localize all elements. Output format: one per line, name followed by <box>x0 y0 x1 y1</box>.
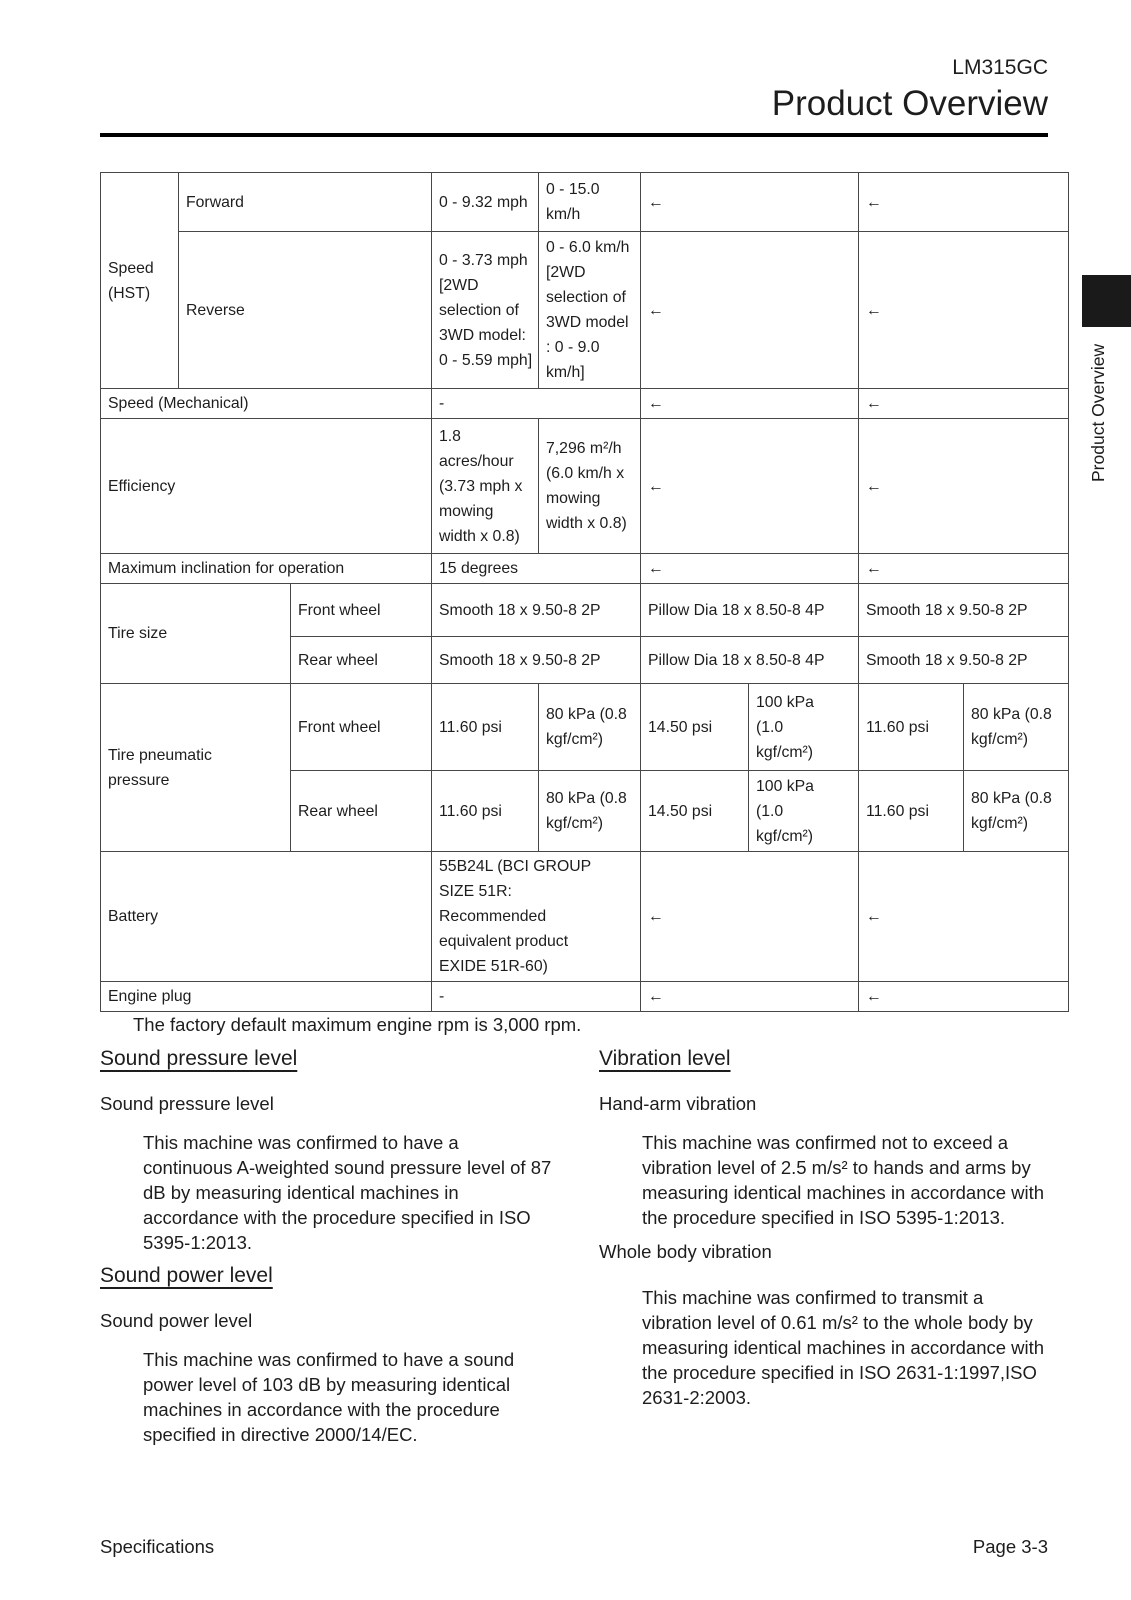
spec-value: - <box>432 389 641 419</box>
ditto-arrow: ← <box>859 389 1069 419</box>
ditto-arrow: ← <box>859 232 1069 389</box>
spec-value: 0 - 6.0 km/h [2WD selection of 3WD model : 0 - 9.0 km/h] <box>539 232 641 389</box>
spec-value: 11.60 psi <box>859 771 964 852</box>
row-label-max-inclination: Maximum inclination for operation <box>101 554 432 584</box>
table-row <box>101 232 1069 389</box>
row-label-speed-mechanical: Speed (Mechanical) <box>101 389 432 419</box>
ditto-arrow: ← <box>641 389 859 419</box>
spec-value: - <box>432 982 641 1012</box>
table-row <box>101 982 1069 1012</box>
spec-value: 11.60 psi <box>432 684 539 771</box>
sub-label-reverse: Reverse <box>179 232 432 389</box>
sound-power-subheading: Sound power level <box>100 1310 253 1331</box>
model-number: LM315GC <box>952 56 1048 79</box>
sub-label-rear-wheel: Rear wheel <box>291 771 432 852</box>
spec-value: 11.60 psi <box>859 684 964 771</box>
spec-value: 55B24L (BCI GROUP SIZE 51R: Recommended equivalent product EXIDE 51R-60) <box>432 852 641 982</box>
vibration-section-column <box>599 1046 1061 1410</box>
ditto-arrow: ← <box>641 419 859 554</box>
sub-label-front-wheel: Front wheel <box>291 584 432 637</box>
spec-value: Smooth 18 x 9.50-8 2P <box>432 584 641 637</box>
sound-power-heading: Sound power level <box>100 1264 273 1287</box>
spec-value: Smooth 18 x 9.50-8 2P <box>859 637 1069 684</box>
spec-value: 80 kPa (0.8 kgf/cm²) <box>539 684 641 771</box>
spec-value: 7,296 m²/h (6.0 km/h x mowing width x 0.8) <box>539 419 641 554</box>
ditto-arrow: ← <box>641 173 859 232</box>
row-label-battery: Battery <box>101 852 432 982</box>
spec-value: 100 kPa (1.0 kgf/cm²) <box>749 684 859 771</box>
chapter-tab-marker <box>1082 275 1131 327</box>
whole-body-subheading: Whole body vibration <box>599 1241 772 1262</box>
spec-value: 14.50 psi <box>641 684 749 771</box>
ditto-arrow: ← <box>859 982 1069 1012</box>
vibration-heading: Vibration level <box>599 1047 731 1070</box>
row-label-efficiency: Efficiency <box>101 419 432 554</box>
spec-value: 80 kPa (0.8 kgf/cm²) <box>539 771 641 852</box>
sound-power-body: This machine was confirmed to have a sound power level of 103 dB by measuring identical machines in accordance with the procedure specified in directive 2000/14/EC. <box>143 1349 515 1445</box>
spec-value: Pillow Dia 18 x 8.50-8 4P <box>641 637 859 684</box>
ditto-arrow: ← <box>641 232 859 389</box>
spec-value: Pillow Dia 18 x 8.50-8 4P <box>641 584 859 637</box>
row-label-tire-size: Tire size <box>101 584 291 684</box>
table-row <box>101 684 1069 771</box>
spec-value: 11.60 psi <box>432 771 539 852</box>
sub-label-forward: Forward <box>179 173 432 232</box>
spec-value: 80 kPa (0.8 kgf/cm²) <box>964 771 1069 852</box>
table-row <box>101 173 1069 232</box>
row-label-speed-hst: Speed (HST) <box>101 173 179 389</box>
spec-value: 0 - 15.0 km/h <box>539 173 641 232</box>
spec-value: Smooth 18 x 9.50-8 2P <box>859 584 1069 637</box>
sound-pressure-heading: Sound pressure level <box>100 1047 298 1070</box>
spec-value: 14.50 psi <box>641 771 749 852</box>
hand-arm-subheading: Hand-arm vibration <box>599 1093 757 1114</box>
doc-footer <box>100 1536 1048 1558</box>
spec-table <box>100 172 1069 1012</box>
ditto-arrow: ← <box>859 173 1069 232</box>
spec-value: 0 - 3.73 mph [2WD selection of 3WD model: 0 - 5.59 mph] <box>432 232 539 389</box>
page-title: Product Overview <box>771 84 1048 123</box>
spec-value: 100 kPa (1.0 kgf/cm²) <box>749 771 859 852</box>
row-label-engine-plug: Engine plug <box>101 982 432 1012</box>
whole-body-body: This machine was confirmed to transmit a vibration level of 0.61 m/s² to the whole body by measuring identical machines in accordance with the procedure specified in ISO 2631-1:1997,ISO 2631-2:2003. <box>642 1287 1045 1408</box>
sub-label-front-wheel: Front wheel <box>291 684 432 771</box>
chapter-tab-label: Product Overview <box>1088 343 1108 482</box>
engine-rpm-note: The factory default maximum engine rpm is 3,000 rpm. <box>133 1014 582 1035</box>
ditto-arrow: ← <box>859 554 1069 584</box>
table-row <box>101 852 1069 982</box>
table-row <box>101 419 1069 554</box>
ditto-arrow: ← <box>859 852 1069 982</box>
spec-value: Smooth 18 x 9.50-8 2P <box>432 637 641 684</box>
hand-arm-body: This machine was confirmed not to exceed a vibration level of 2.5 m/s² to hands and arms by measuring identical machines in accordance with the procedure specified in ISO 5395-1:2013. <box>642 1132 1045 1228</box>
sound-pressure-body: This machine was confirmed to have a continuous A-weighted sound pressure level of 87 dB by measuring identical machines in accordance with the procedure specified in ISO 5395-1:2013. <box>143 1132 552 1253</box>
sound-pressure-subheading: Sound pressure level <box>100 1093 274 1114</box>
row-label-tire-pressure: Tire pneumatic pressure <box>101 684 291 852</box>
spec-value: 80 kPa (0.8 kgf/cm²) <box>964 684 1069 771</box>
doc-header <box>100 56 1048 124</box>
table-row <box>101 584 1069 637</box>
header-rule <box>100 133 1048 137</box>
spec-value: 15 degrees <box>432 554 641 584</box>
spec-value: 1.8 acres/hour (3.73 mph x mowing width x 0.8) <box>432 419 539 554</box>
ditto-arrow: ← <box>641 852 859 982</box>
sub-label-rear-wheel: Rear wheel <box>291 637 432 684</box>
spec-value: 0 - 9.32 mph <box>432 173 539 232</box>
footer-page-number: Page 3-3 <box>972 1536 1048 1557</box>
ditto-arrow: ← <box>859 419 1069 554</box>
table-row <box>101 554 1069 584</box>
ditto-arrow: ← <box>641 554 859 584</box>
ditto-arrow: ← <box>641 982 859 1012</box>
sound-sections-column <box>100 1046 562 1447</box>
footer-section-label: Specifications <box>100 1536 215 1557</box>
table-row <box>101 389 1069 419</box>
